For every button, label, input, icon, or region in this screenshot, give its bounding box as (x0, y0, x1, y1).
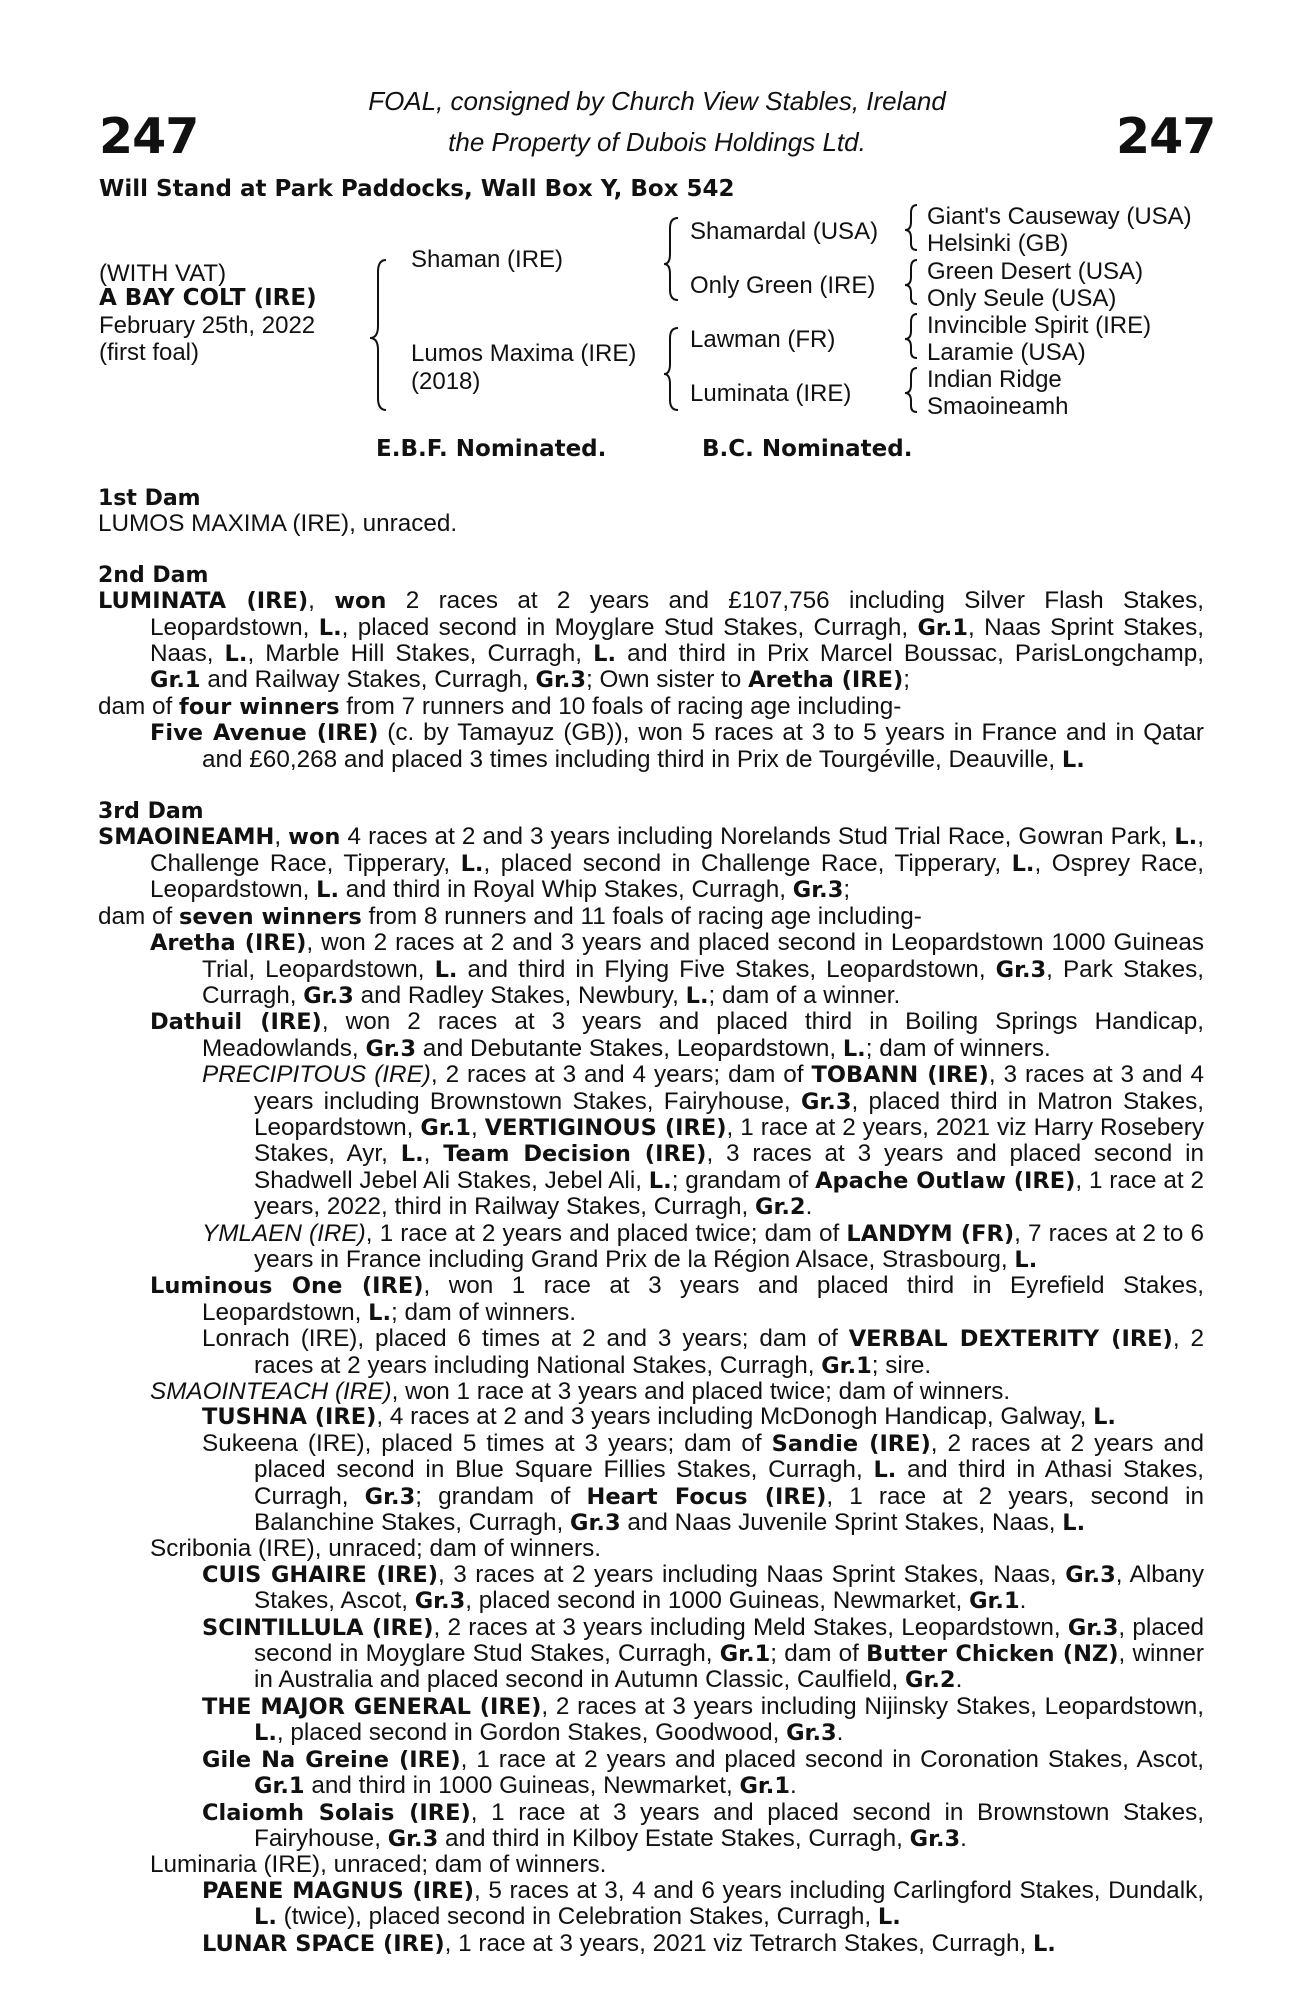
dam-name: Lumos Maxima (IRE) (411, 340, 637, 367)
scintillula-entry: SCINTILLULA (IRE), 2 races at 3 years including Meld Stakes, Leopardstown, Gr.3, placed second in Moyglare Stud Stakes, Curragh, Gr.1; dam of Butter Chicken (NZ), winner in Australia and placed second in Autumn Classic, Caulfield, Gr.2. (202, 1613, 1205, 1694)
horse-name: Five Avenue (IRE) (150, 720, 379, 747)
third-dam-heading: 3rd Dam (98, 799, 204, 825)
foal-name: A BAY COLT (IRE) (99, 285, 317, 311)
dam-sire: Lawman (FR) (690, 326, 836, 353)
luminaria-entry: Luminaria (IRE), unraced; dam of winners. (150, 1851, 607, 1879)
ggp-4: Only Seule (USA) (927, 285, 1117, 312)
stand-location: Will Stand at Park Paddocks, Wall Box Y, Box 542 (99, 176, 735, 202)
dathuil-entry: Dathuil (IRE), won 2 races at 3 years and placed third in Boiling Springs Handicap, Meadowlands, Gr.3 and Debutante Stakes, Leopardstown, L.; dam of winners. (150, 1008, 1205, 1062)
gile-na-greine-entry: Gile Na Greine (IRE), 1 race at 2 years and placed second in Coronation Stakes, Ascot, Gr.1 and third in 1000 Guineas, Newmarket, Gr.1. (202, 1745, 1204, 1800)
sukeena-entry: Sukeena (IRE), placed 5 times at 3 years; dam of Sandie (IRE), 2 races at 2 years and placed second in Blue Square Fillies Stakes, Curragh, L. and third in Athasi Stakes, Curragh, Gr.3; grandam of Heart Focus (IRE), 1 race at 2 years, second in Balanchine Stakes, Curragh, Gr.3 and Naas Juvenile Sprint Stakes, Naas, L. (202, 1429, 1204, 1537)
precipitous-entry: PRECIPITOUS (IRE), 2 races at 3 and 4 years; dam of TOBANN (IRE), 3 races at 3 and 4 years including Brownstown Stakes, Fairyhouse, Gr.3, placed third in Matron Stakes, Leopardstown, Gr.1, VERTIGINOUS (IRE), 1 race at 2 years, 2021 viz Harry Rosebery Stakes, Ayr, L., Team Decision (IRE), 3 races at 3 years and placed second in Shadwell Jebel Ali Stakes, Jebel Ali, L.; grandam of Apache Outlaw (IRE), 1 race at 2 years, 2022, third in Railway Stakes, Curragh, Gr.2. (202, 1061, 1204, 1221)
luminous-one-entry: Luminous One (IRE), won 1 race at 3 years and placed third in Eyrefield Stakes, Leopardstown, L.; dam of winners. (150, 1272, 1204, 1326)
ggp-6: Laramie (USA) (927, 339, 1086, 366)
smaoineamh-entry: SMAOINEAMH, won 4 races at 2 and 3 years including Norelands Stud Trial Race, Gowran Park, L., Challenge Race, Tipperary, L., placed second in Challenge Race, Tipperary, L., Osprey Race, Leopardstown, L. and third in Royal Whip Stakes, Curragh, Gr.3; (98, 823, 1204, 904)
ggp-2: Helsinki (GB) (927, 230, 1069, 257)
five-avenue-entry: Five Avenue (IRE) (c. by Tamayuz (GB)), won 5 races at 3 to 5 years in France and in Qatar and £60,268 and placed 3 times including third in Prix de Tourgéville, Deauville, L. (150, 719, 1204, 773)
second-dam-heading: 2nd Dam (98, 562, 209, 588)
ebf-nomination: E.B.F. Nominated. (376, 436, 607, 462)
luminata-produce-summary: dam of four winners from 7 runners and 10 foals of racing age including- (98, 692, 902, 720)
luminata-entry: LUMINATA (IRE), won 2 races at 2 years and £107,756 including Silver Flash Stakes, Leopardstown, L., placed second in Moyglare Stud Stakes, Curragh, Gr.1, Naas Sprint Stakes, Naas, L., Marble Hill Stakes, Curragh, L. and third in Prix Marcel Boussac, ParisLongchamp, Gr.1 and Railway Stakes, Curragh, Gr.3; Own sister to Aretha (IRE); (98, 587, 1204, 694)
tushna-entry: TUSHNA (IRE), 4 races at 2 and 3 years including McDonogh Handicap, Galway, L. (202, 1403, 1116, 1431)
dam-dam: Luminata (IRE) (690, 380, 852, 407)
aretha-entry: Aretha (IRE), won 2 races at 2 and 3 years and placed second in Leopardstown 1000 Guineas Trial, Leopardstown, L. and third in Flying Five Stakes, Leopardstown, Gr.3, Park Stakes, Curragh, Gr.3 and Radley Stakes, Newbury, L.; dam of a winner. (150, 929, 1205, 1009)
first-dam-text: LUMOS MAXIMA (IRE), unraced. (98, 510, 458, 538)
foal-note: (first foal) (99, 339, 200, 366)
lot-number-right: 247 (1116, 108, 1216, 165)
ggp-3: Green Desert (USA) (927, 258, 1144, 285)
ggp-8: Smaoineamh (927, 393, 1069, 420)
vat-note: (WITH VAT) (99, 260, 227, 287)
lunar-space-entry: LUNAR SPACE (IRE), 1 race at 3 years, 2021 viz Tetrarch Stakes, Curragh, L. (202, 1929, 1056, 1957)
horse-name: LUMINATA (IRE) (98, 588, 309, 615)
ggp-5: Invincible Spirit (IRE) (927, 312, 1152, 339)
ymlaen-entry: YMLAEN (IRE), 1 race at 2 years and placed twice; dam of LANDYM (FR), 7 races at 2 to 6 years in France including Grand Prix de la Région Alsace, Strasbourg, L. (202, 1219, 1205, 1273)
ggp-7: Indian Ridge (927, 366, 1062, 393)
cuis-ghaire-entry: CUIS GHAIRE (IRE), 3 races at 2 years including Naas Sprint Stakes, Naas, Gr.3, Albany Stakes, Ascot, Gr.3, placed second in 1000 Guineas, Newmarket, Gr.1. (202, 1560, 1204, 1615)
consignment-line-1: FOAL, consigned by Church View Stables, Ireland (368, 86, 946, 116)
sire-name: Shaman (IRE) (411, 246, 564, 273)
smaoineamh-produce-summary: dam of seven winners from 8 runners and 11 foals of racing age including- (98, 902, 922, 930)
paene-magnus-entry: PAENE MAGNUS (IRE), 5 races at 3, 4 and 6 years including Carlingford Stakes, Dundalk, L. (twice), placed second in Celebration Stakes, Curragh, L. (202, 1876, 1204, 1931)
lot-number-left: 247 (99, 108, 199, 165)
sire-sire: Shamardal (USA) (690, 218, 879, 245)
ggp-1: Giant's Causeway (USA) (927, 203, 1192, 230)
foal-dob: February 25th, 2022 (99, 312, 316, 339)
major-general-entry: THE MAJOR GENERAL (IRE), 2 races at 3 years including Nijinsky Stakes, Leopardstown, L., placed second in Gordon Stakes, Goodwood, Gr.3. (202, 1692, 1204, 1747)
consignment-line-2: the Property of Dubois Holdings Ltd. (448, 127, 866, 157)
first-dam-heading: 1st Dam (98, 486, 201, 511)
lonrach-entry: Lonrach (IRE), placed 6 times at 2 and 3 years; dam of VERBAL DEXTERITY (IRE), 2 races at 2 years including National Stakes, Curragh, Gr.1; sire. (202, 1325, 1204, 1379)
scribonia-entry: Scribonia (IRE), unraced; dam of winners. (150, 1535, 602, 1563)
dam-year: (2018) (411, 368, 481, 395)
smaointeach-entry: SMAOINTEACH (IRE), won 1 race at 3 years and placed twice; dam of winners. (150, 1378, 1011, 1405)
claiomh-solais-entry: Claiomh Solais (IRE), 1 race at 3 years and placed second in Brownstown Stakes, Fairyhouse, Gr.3 and third in Kilboy Estate Stakes, Curragh, Gr.3. (202, 1798, 1204, 1852)
bc-nomination: B.C. Nominated. (702, 436, 913, 462)
produce-record (98, 485, 1204, 1957)
sire-dam: Only Green (IRE) (690, 272, 876, 299)
